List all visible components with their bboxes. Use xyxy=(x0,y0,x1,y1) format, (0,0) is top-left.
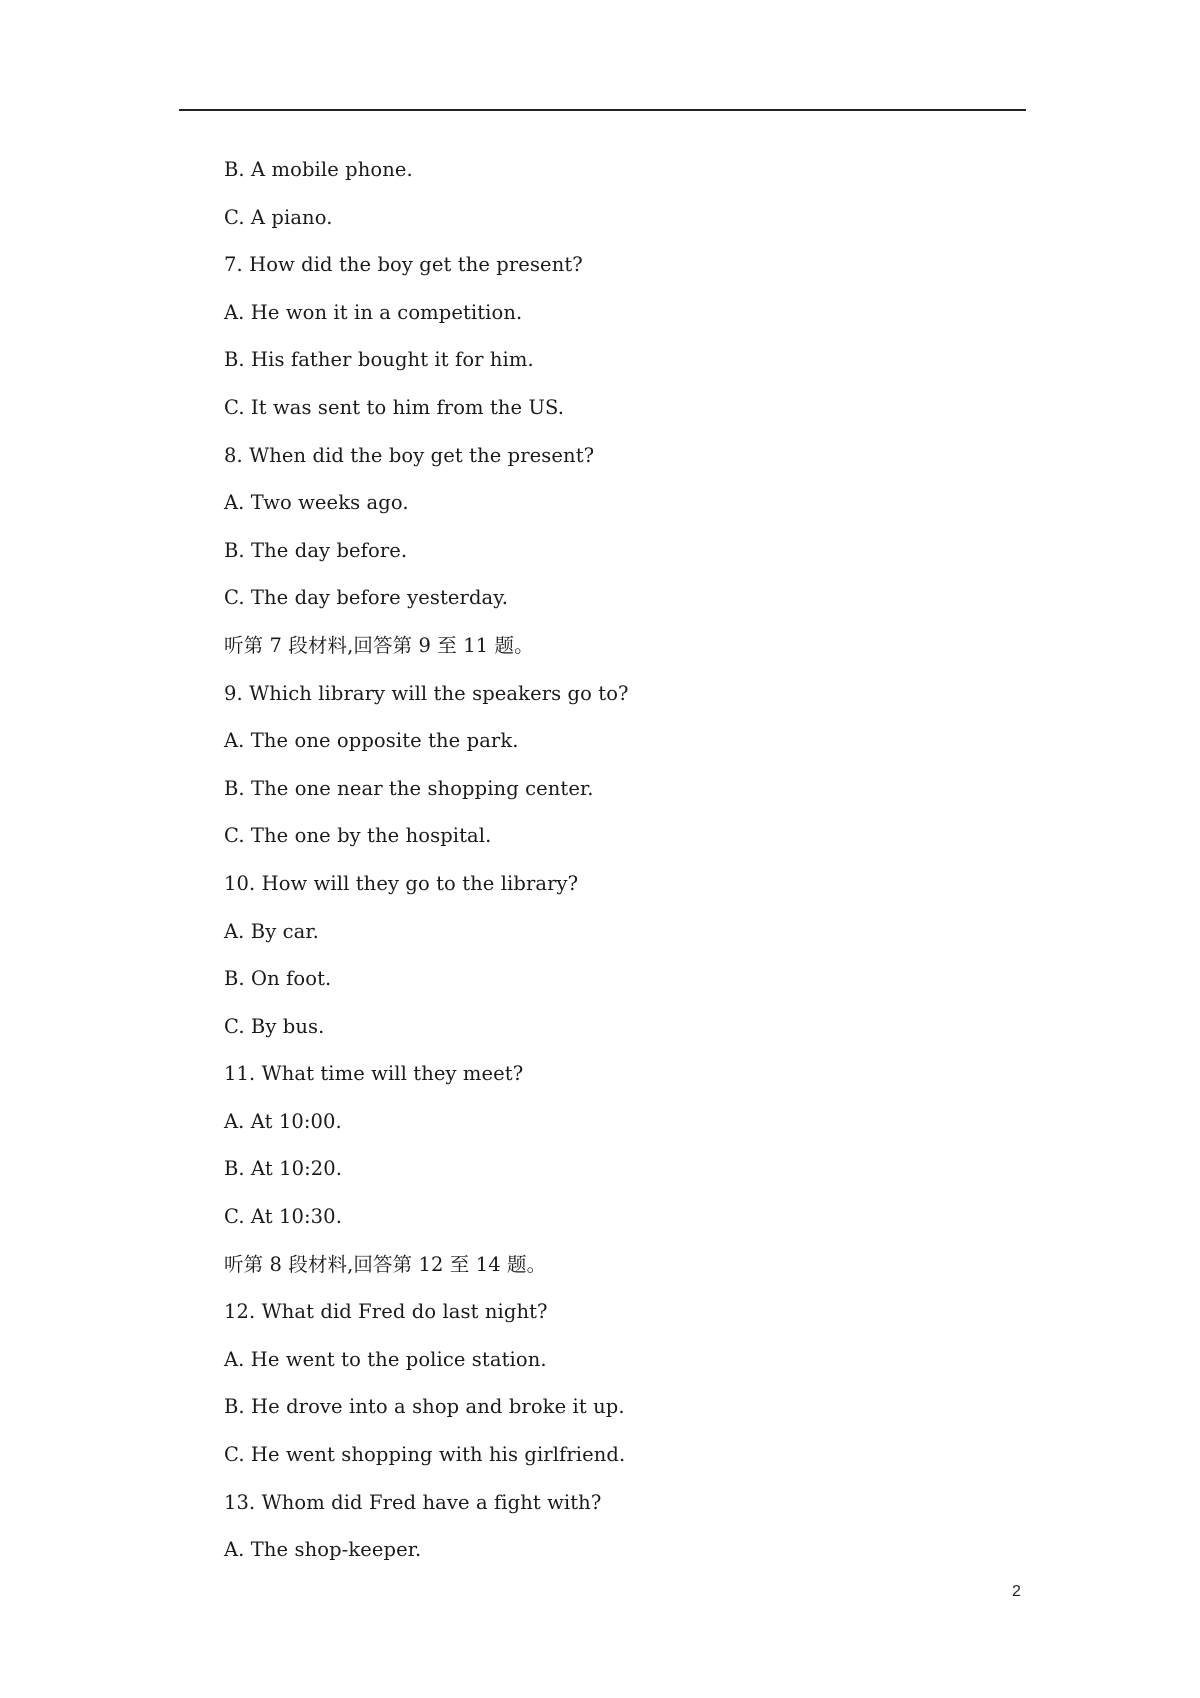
option-line: B. The day before. xyxy=(224,538,408,562)
question-line: 10. How will they go to the library? xyxy=(224,871,579,895)
question-line: 8. When did the boy get the present? xyxy=(224,443,595,467)
header-rule xyxy=(179,109,1026,111)
question-line: 11. What time will they meet? xyxy=(224,1062,524,1086)
option-line: C. By bus. xyxy=(224,1014,325,1038)
question-line: 9. Which library will the speakers go to? xyxy=(224,681,629,705)
option-line: B. His father bought it for him. xyxy=(224,348,534,372)
option-line: C. At 10:30. xyxy=(224,1205,342,1229)
option-line: B. On foot. xyxy=(224,967,332,991)
option-line: B. At 10:20. xyxy=(224,1157,343,1181)
question-line: 12. What did Fred do last night? xyxy=(224,1300,548,1324)
section-instruction: 听第 8 段材料,回答第 12 至 14 题。 xyxy=(224,1252,547,1276)
option-line: C. A piano. xyxy=(224,205,333,229)
option-line: A. At 10:00. xyxy=(224,1109,342,1133)
option-line: B. He drove into a shop and broke it up. xyxy=(224,1395,625,1419)
question-line: 7. How did the boy get the present? xyxy=(224,253,583,277)
question-line: 13. Whom did Fred have a fight with? xyxy=(224,1490,602,1514)
page-number: 2 xyxy=(1012,1583,1021,1600)
option-line: B. The one near the shopping center. xyxy=(224,776,594,800)
option-line: C. The day before yesterday. xyxy=(224,586,509,610)
section-instruction: 听第 7 段材料,回答第 9 至 11 题。 xyxy=(224,633,534,657)
option-line: C. It was sent to him from the US. xyxy=(224,395,565,419)
option-line: C. The one by the hospital. xyxy=(224,824,492,848)
option-line: A. Two weeks ago. xyxy=(224,491,409,515)
option-line: A. The shop-keeper. xyxy=(224,1538,422,1562)
option-line: A. He went to the police station. xyxy=(224,1347,547,1371)
option-line: C. He went shopping with his girlfriend. xyxy=(224,1443,626,1467)
option-line: A. He won it in a competition. xyxy=(224,300,523,324)
option-line: B. A mobile phone. xyxy=(224,158,413,181)
option-line: A. The one opposite the park. xyxy=(224,729,519,753)
page-content xyxy=(224,155,1024,1583)
option-line: A. By car. xyxy=(224,919,319,943)
